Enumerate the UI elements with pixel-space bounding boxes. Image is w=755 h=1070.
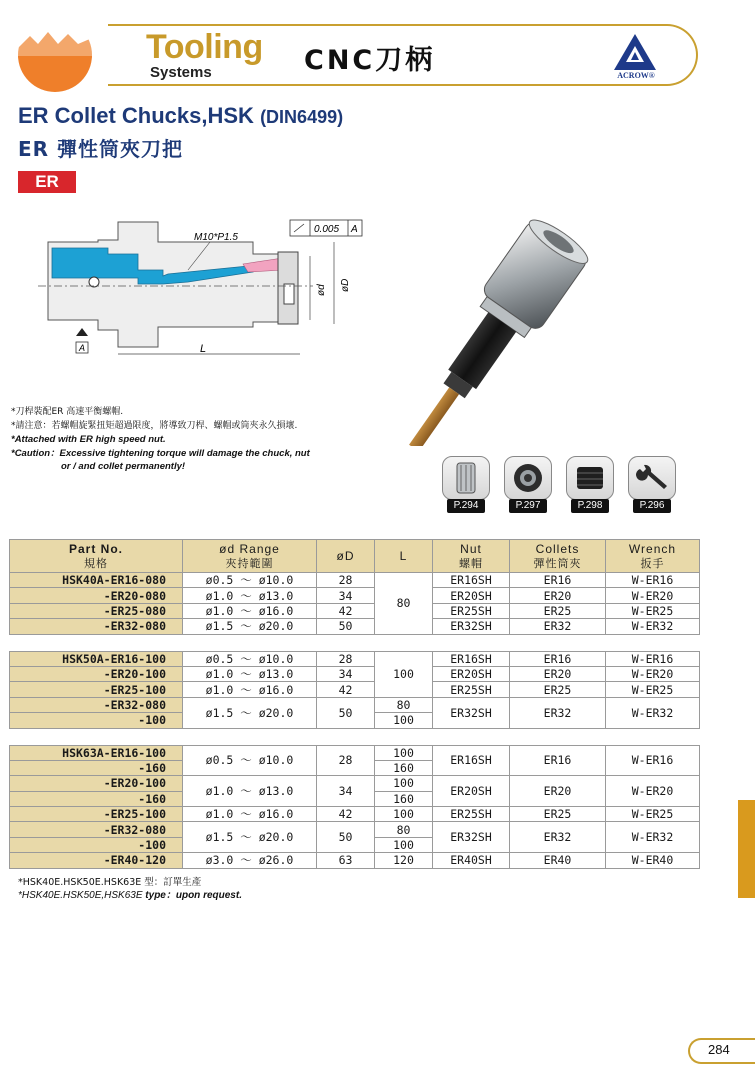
- col-collets: Collets 彈性筒夾: [510, 540, 606, 573]
- wrench-icon: [628, 456, 676, 500]
- col-D: øD: [317, 540, 375, 573]
- tolerance-datum: A: [351, 224, 358, 235]
- table-row: -ER32-080 ø1.5 ～ ø20.0 50 ER32SH ER32 W-ER32: [10, 619, 700, 634]
- high-speed-nut-icon: [566, 456, 614, 500]
- footnotes: [18, 876, 242, 902]
- er-badge: ER: [18, 171, 76, 193]
- accessory-collet[interactable]: [440, 456, 492, 516]
- length-cell: 100: [375, 651, 433, 697]
- table-row: -ER25-100 ø1.0 ～ ø16.0 42 100 ER25SH ER25 W-ER25: [10, 807, 700, 822]
- table-row: -100 100: [10, 837, 700, 852]
- table-row: HSK50A-ER16-100 ø0.5 ～ ø10.0 28 100 ER16SH ER16 W-ER16: [10, 651, 700, 666]
- col-wrench: Wrench 扳手: [606, 540, 700, 573]
- spec-table: [9, 539, 700, 869]
- dim-d-label: ød: [316, 284, 327, 296]
- tolerance-value: 0.005: [314, 224, 340, 235]
- accessory-wrench[interactable]: [626, 456, 678, 516]
- accessory-high-speed-nut[interactable]: [564, 456, 616, 516]
- brand-systems: Systems: [150, 64, 212, 81]
- accessory-page-label: P.297: [509, 499, 547, 513]
- page-title-en: ER Collet Chucks,HSK (DIN6499): [18, 103, 344, 128]
- note-zh-1: *刀桿裝配ER 高速平衡螺帽.: [11, 407, 124, 417]
- datum-ref: A: [79, 343, 86, 353]
- page-title-zh: ER 彈性筒夾刀把: [18, 137, 184, 161]
- table-row: -ER20-100 ø1.0 ～ ø13.0 34 ER20SH ER20 W-ER20: [10, 666, 700, 681]
- brand-tooling: Tooling: [146, 28, 263, 66]
- category-title: CNC刀柄: [304, 45, 436, 76]
- dim-L-label: L: [200, 343, 207, 355]
- note-zh-2: *請注意：若螺帽旋緊扭矩超過限度，將導致刀桿、螺帽或筒夾永久損壞.: [11, 420, 298, 431]
- mountain-logo-icon: [18, 18, 92, 92]
- col-range: ød Range 夾持範圍: [183, 540, 317, 573]
- table-row: HSK40A-ER16-080 ø0.5 ～ ø10.0 28 80 ER16SH ER16 W-ER16: [10, 573, 700, 588]
- group-spacer: [10, 634, 700, 651]
- table-row: -160 160: [10, 791, 700, 806]
- note-en-1: *Attached with ER high speed nut.: [11, 434, 166, 445]
- table-row: -ER40-120 ø3.0 ～ ø26.0 63 120 ER40SH ER40 W-ER40: [10, 853, 700, 868]
- usage-notes: [11, 406, 310, 474]
- note-en-2: *Caution：Excessive tightening torque will damage the chuck, nut: [11, 447, 310, 459]
- table-row: -160 160: [10, 760, 700, 775]
- col-L: L: [375, 540, 433, 573]
- table-row: -ER20-100 ø1.0 ～ ø13.0 34 100 ER20SH ER20 W-ER20: [10, 776, 700, 791]
- col-part: Part No. 規格: [10, 540, 183, 573]
- accessory-page-label: P.296: [633, 499, 671, 513]
- page-number: 284: [708, 1042, 730, 1057]
- note-en-3: or / and collet permanently!: [61, 461, 186, 472]
- table-row: -ER32-080 ø1.5 ～ ø20.0 50 80 ER32SH ER32 W-ER32: [10, 822, 700, 837]
- table-row: -ER32-080 ø1.5 ～ ø20.0 50 80 ER32SH ER32 W-ER32: [10, 697, 700, 712]
- product-photo: [380, 218, 610, 446]
- table-row: -ER25-100 ø1.0 ～ ø16.0 42 ER25SH ER25 W-ER25: [10, 682, 700, 697]
- section-tab: [738, 800, 755, 898]
- accessory-nut[interactable]: [502, 456, 554, 516]
- table-row: -ER20-080 ø1.0 ～ ø13.0 34 ER20SH ER20 W-ER20: [10, 588, 700, 603]
- collet-icon: [442, 456, 490, 500]
- dim-D-label: øD: [340, 278, 351, 292]
- nut-icon: [504, 456, 552, 500]
- thread-label: M10*P1.5: [194, 232, 238, 243]
- footnote-en: *HSK40E.HSK50E,HSK63E type：upon request.: [18, 890, 242, 901]
- table-row: -ER25-080 ø1.0 ～ ø16.0 42 ER25SH ER25 W-ER25: [10, 603, 700, 618]
- table-row: -100 100: [10, 713, 700, 728]
- table-header-row: [10, 540, 700, 573]
- group-spacer: [10, 728, 700, 745]
- technical-drawing: [38, 212, 368, 362]
- accessory-page-label: P.298: [571, 499, 609, 513]
- accessory-page-label: P.294: [447, 499, 485, 513]
- length-cell: 80: [375, 573, 433, 635]
- acrow-logo-text: ACROW®: [617, 71, 655, 80]
- table-row: HSK63A-ER16-100 ø0.5 ～ ø10.0 28 100 ER16SH ER16 W-ER16: [10, 745, 700, 760]
- col-nut: Nut 螺帽: [433, 540, 510, 573]
- footnote-zh: *HSK40E.HSK50E.HSK63E 型：訂單生產: [18, 877, 202, 888]
